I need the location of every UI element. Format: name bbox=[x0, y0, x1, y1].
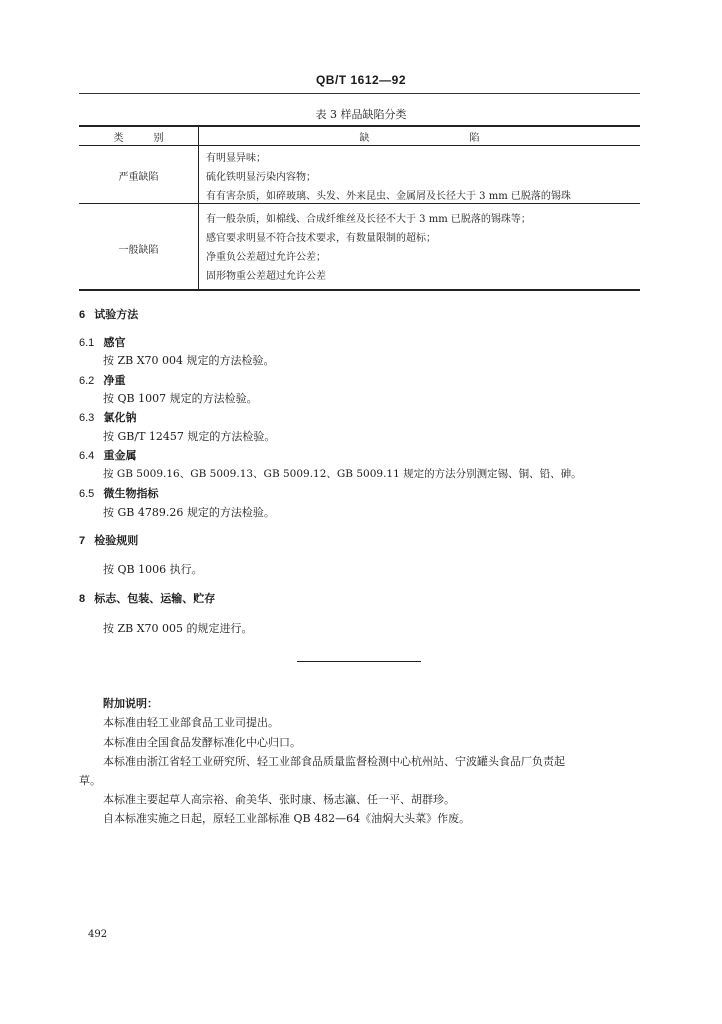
section-6-1-heading bbox=[79, 334, 125, 350]
section-6-heading bbox=[79, 306, 138, 322]
general-defect-item: 感官要求明显不符合技术要求，有数量限制的超标； bbox=[206, 233, 436, 244]
serious-defect-item: 硫化铁明显污染内容物； bbox=[206, 172, 316, 183]
category-general: 一般缺陷 bbox=[118, 245, 159, 256]
section-number: 6.4 bbox=[79, 450, 95, 462]
section-number: 6.2 bbox=[79, 375, 95, 387]
section-6-3-text: 按 GB/T 12457 规定的方法检验。 bbox=[103, 430, 276, 443]
section-6-5-heading bbox=[79, 485, 158, 501]
section-8-text: 按 ZB X70 005 的规定进行。 bbox=[103, 622, 253, 635]
notes-line: 本标准主要起草人高宗裕、俞美华、张时康、杨志瀛、任一平、胡群珍。 bbox=[103, 793, 455, 806]
table-caption: 表 3 样品缺陷分类 bbox=[315, 108, 407, 121]
section-6-5-text: 按 GB 4789.26 规定的方法检验。 bbox=[103, 506, 275, 519]
general-defect-item: 有一般杂质，如棉线、合成纤维丝及长径不大于 3 mm 已脱落的锡珠等； bbox=[206, 214, 531, 225]
section-6-2-heading bbox=[79, 372, 125, 388]
section-7-heading bbox=[79, 532, 138, 548]
general-defect-item: 净重负公差超过允许公差； bbox=[206, 252, 326, 263]
serious-defect-list bbox=[206, 149, 571, 206]
serious-defect-item: 有明显异味； bbox=[206, 153, 266, 164]
section-6-4-heading bbox=[79, 447, 136, 463]
section-title: 微生物指标 bbox=[103, 487, 159, 500]
table-top-border bbox=[79, 125, 640, 127]
notes-title: 附加说明： bbox=[103, 698, 158, 710]
section-title: 检验规则 bbox=[94, 535, 139, 547]
general-defect-list bbox=[206, 210, 531, 286]
table-header-rule bbox=[79, 145, 640, 146]
section-6-4-text: 按 GB 5009.16、GB 5009.13、GB 5009.12、GB 5009.11 规定的方法分别测定锡、铜、铅、砷。 bbox=[103, 468, 582, 480]
page-number: 492 bbox=[88, 929, 108, 940]
header-defect: 缺 陷 bbox=[359, 133, 480, 144]
section-title: 净重 bbox=[103, 374, 126, 387]
table-column-rule bbox=[198, 125, 199, 291]
section-number: 6.3 bbox=[79, 412, 95, 424]
category-serious: 严重缺陷 bbox=[118, 172, 159, 183]
section-6-2-text: 按 QB 1007 规定的方法检验。 bbox=[103, 392, 258, 405]
notes-line: 本标准由轻工业部食品工业司提出。 bbox=[103, 716, 279, 729]
notes-line: 本标准由浙江省轻工业研究所、轻工业部食品质量监督检测中心杭州站、宁波罐头食品厂负责起 bbox=[103, 755, 565, 768]
general-defect-item: 固形物重公差超过允许公差 bbox=[206, 271, 326, 282]
section-number: 7 bbox=[79, 535, 86, 547]
document-code: QB/T 1612—92 bbox=[315, 73, 407, 87]
section-number: 6.5 bbox=[79, 488, 95, 500]
end-separator bbox=[297, 661, 421, 662]
header-rule bbox=[79, 93, 640, 94]
section-title: 氯化钠 bbox=[103, 411, 137, 424]
section-title: 标志、包装、运输、贮存 bbox=[94, 593, 216, 605]
section-number: 6.1 bbox=[79, 337, 95, 349]
notes-line: 自本标准实施之日起，原轻工业部标准 QB 482—64《油焖大头菜》作废。 bbox=[103, 812, 471, 825]
header-category: 类 别 bbox=[113, 133, 164, 144]
serious-defect-item: 有有害杂质，如碎玻璃、头发、外来昆虫、金属屑及长径大于 3 mm 已脱落的锡珠 bbox=[206, 191, 571, 202]
table-bottom-border bbox=[79, 289, 640, 291]
notes-line: 本标准由全国食品发酵标准化中心归口。 bbox=[103, 736, 301, 749]
defect-classification-table bbox=[79, 125, 640, 291]
notes-line: 草。 bbox=[79, 774, 101, 787]
section-6-3-heading bbox=[79, 409, 136, 425]
section-number: 8 bbox=[79, 593, 86, 605]
section-title: 重金属 bbox=[103, 449, 137, 462]
section-8-heading bbox=[79, 590, 215, 606]
section-title: 试验方法 bbox=[94, 309, 139, 321]
section-number: 6 bbox=[79, 309, 86, 321]
section-6-1-text: 按 ZB X70 004 规定的方法检验。 bbox=[103, 354, 275, 367]
section-7-text: 按 QB 1006 执行。 bbox=[103, 563, 203, 576]
section-title: 感官 bbox=[103, 336, 126, 349]
